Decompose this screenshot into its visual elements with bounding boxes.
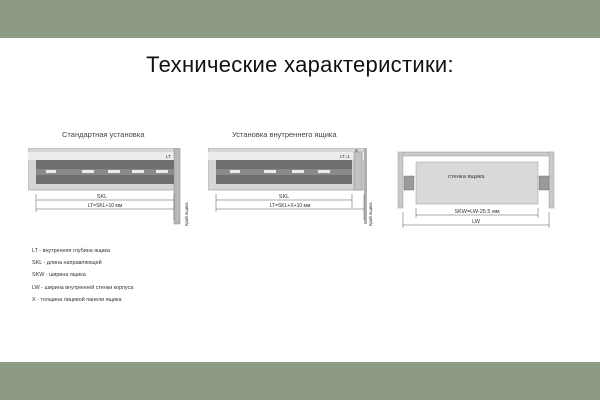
inner-install-diagram xyxy=(208,148,378,228)
page-title: Технические характеристики: xyxy=(146,52,454,77)
left-rail xyxy=(404,176,414,190)
legend-item: X - толщина лицевой панели ящика xyxy=(32,296,122,303)
standard-install-caption: Стандартная установка xyxy=(62,130,145,139)
right-rail xyxy=(539,176,549,190)
legend-item: SKL - длина направляющей xyxy=(32,260,102,267)
wall-label: Край ящика xyxy=(368,202,373,226)
lt-tag: LT xyxy=(166,154,171,159)
cabinet-right-wall xyxy=(549,152,554,208)
cabinet-wall xyxy=(364,148,367,224)
lt-tag: LT=1 xyxy=(340,154,351,159)
inner-install-caption: Установка внутреннего ящика xyxy=(232,130,337,139)
skw-label: SKW=LW-25.5 мм xyxy=(454,209,500,215)
legend xyxy=(32,245,133,306)
legend-item: LW - ширина внутренней стенки корпуса xyxy=(32,284,134,291)
skl-label: SKL xyxy=(96,194,108,200)
slide xyxy=(0,38,600,362)
skl-label: SKL xyxy=(278,194,290,200)
drawer-wall-label: стенка ящика xyxy=(448,174,485,180)
lt-label: LT=SKL+X+10 мм xyxy=(269,203,311,209)
lw-label: LW xyxy=(472,219,480,225)
drawer-box xyxy=(416,162,538,204)
cabinet-left-wall xyxy=(398,152,403,208)
standard-install-diagram xyxy=(28,148,198,228)
legend-item: SKW - ширина ящика xyxy=(32,272,86,279)
x-tag: X xyxy=(355,148,359,153)
cross-section-diagram xyxy=(396,148,566,238)
legend-item: LT - внутренняя глубина ящика xyxy=(32,248,111,254)
drawer-front xyxy=(354,152,362,190)
drawer-front xyxy=(174,148,180,224)
wall-label: Край ящика xyxy=(184,202,189,226)
lt-label: LT=SKL+10 мм xyxy=(87,203,123,209)
